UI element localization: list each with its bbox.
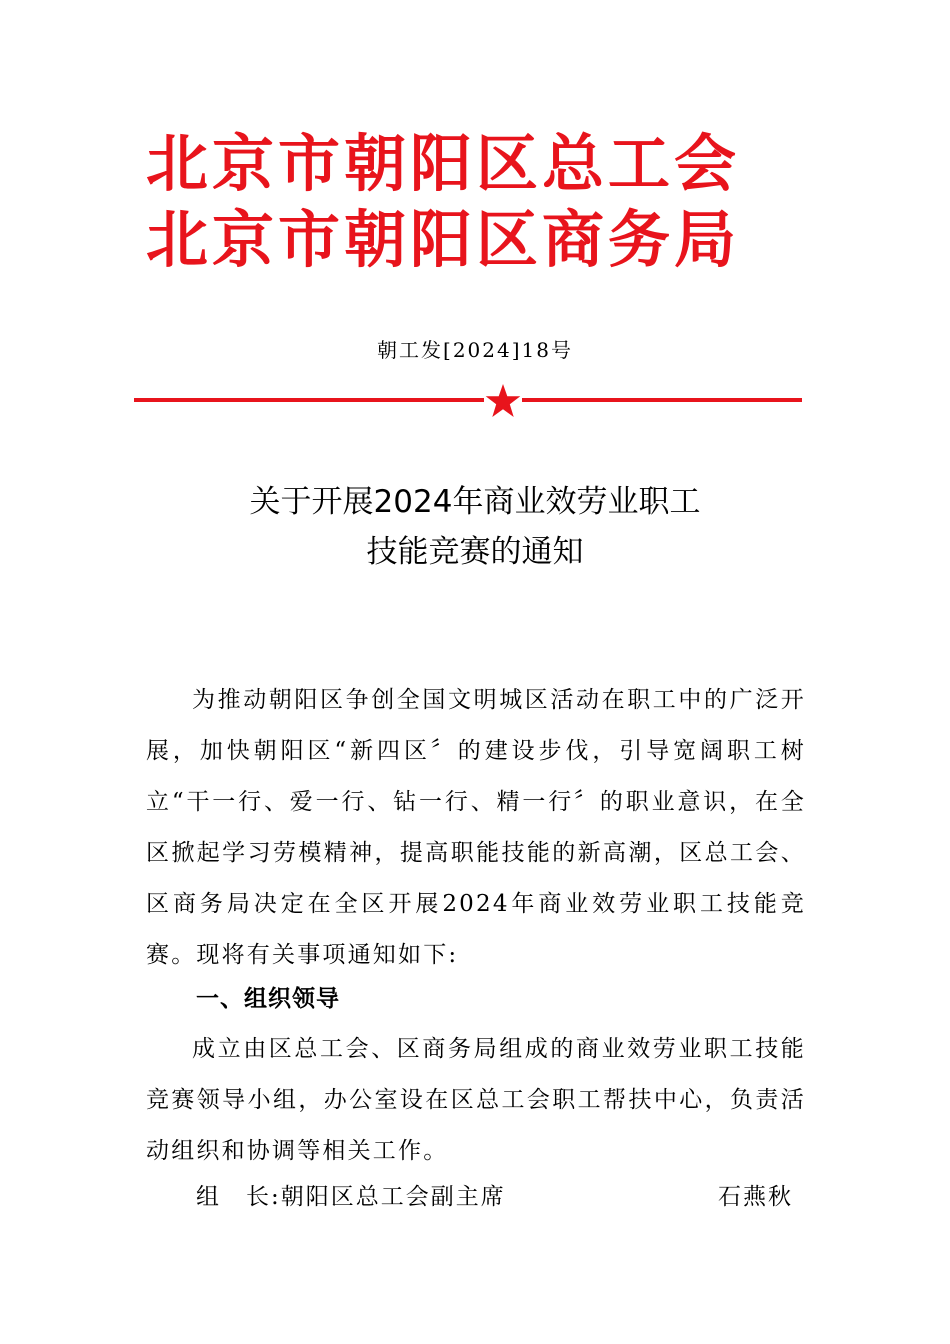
document-number: 朝工发[2024]18号 [377, 338, 573, 362]
leader-name: 石燕秋 [718, 1184, 793, 1210]
red-star-icon [484, 383, 522, 419]
notice-title-line-1: 关于开展2024年商业效劳业职工 [249, 484, 701, 520]
intro-paragraph: 为推动朝阳区争创全国文明城区活动在职工中的广泛开展，加快朝阳区“新四区〞的建设步伐，引导宽阔职工树立“干一行、爱一行、钻一行、精一行〞的职业意识，在全区掀起学习劳模精神，提高职能技能的新高潮，区总工会、区商务局决定在全区开展2024年商业效劳业职工技能竞赛。现将有关事项通知如下: [146, 687, 806, 968]
notice-title-line-2: 技能竞赛的通知 [366, 534, 584, 570]
organization-paragraph: 成立由区总工会、区商务局组成的商业效劳业职工技能竞赛领导小组，办公室设在区总工会职工帮扶中心，负责活动组织和协调等相关工作。 [146, 1036, 806, 1164]
red-divider-left [134, 398, 484, 402]
red-divider-right [522, 398, 802, 402]
issuing-org-line-1: 北京市朝阳区总工会 [146, 127, 741, 200]
leader-row [196, 1172, 796, 1223]
issuing-org-line-2: 北京市朝阳区商务局 [146, 203, 741, 276]
leader-role-label: 组 长: [196, 1184, 281, 1210]
section-heading-organization: 一、组织领导 [196, 986, 340, 1012]
leader-position: 朝阳区总工会副主席 [280, 1184, 506, 1210]
